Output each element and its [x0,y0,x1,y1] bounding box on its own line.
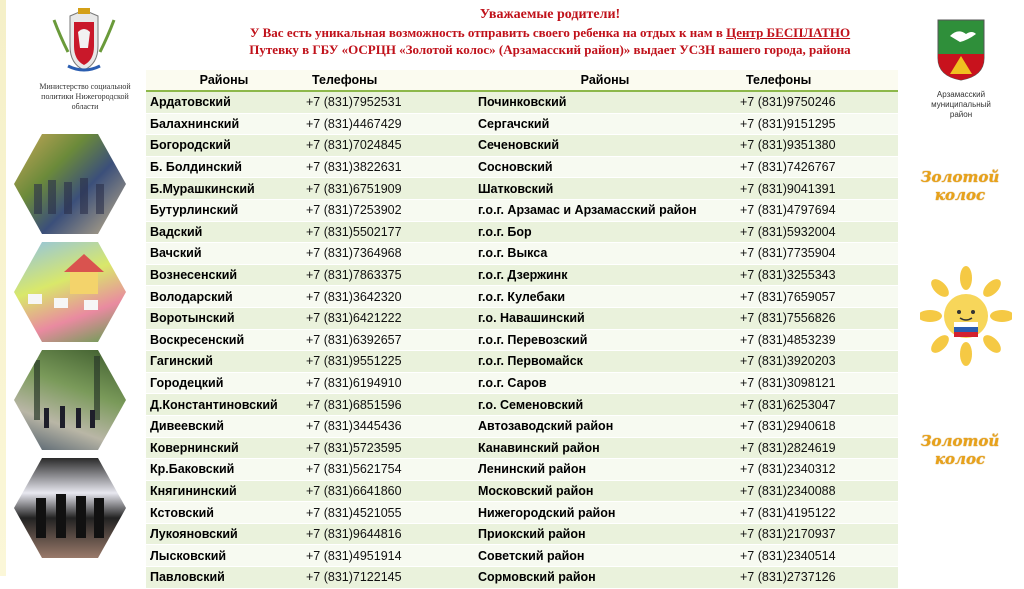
phone-cell[interactable]: +7 (831)7659057 [736,286,898,308]
phone-cell[interactable]: +7 (831)9644816 [302,523,474,545]
table-row [146,545,898,567]
phone-cell[interactable]: +7 (831)6751909 [302,178,474,200]
header-line-1 [150,24,950,41]
phone-cell[interactable]: +7 (831)3255343 [736,264,898,286]
table-row [146,502,898,524]
phone-cell[interactable]: +7 (831)4797694 [736,199,898,221]
phone-cell[interactable]: +7 (831)6253047 [736,394,898,416]
table-row [146,286,898,308]
district-cell: Нижегородский район [474,502,736,524]
phone-cell[interactable]: +7 (831)5502177 [302,221,474,243]
districts-phone-table [146,70,898,589]
phone-cell[interactable]: +7 (831)7735904 [736,243,898,265]
children-group-photo [14,134,126,234]
table-row [146,437,898,459]
phone-cell[interactable]: +7 (831)9351380 [736,135,898,157]
phone-cell[interactable]: +7 (831)3445436 [302,415,474,437]
table-row [146,307,898,329]
table-row [146,415,898,437]
district-cell: Советский район [474,545,736,567]
district-cell: г.о.г. Кулебаки [474,286,736,308]
free-center-link[interactable]: Центр БЕСПЛАТНО [726,25,851,40]
district-cell: Б. Болдинский [146,156,302,178]
phone-cell[interactable]: +7 (831)7253902 [302,199,474,221]
district-cell: Вознесенский [146,264,302,286]
table-row [146,156,898,178]
arzamas-coat-of-arms-icon [936,18,986,82]
district-cell: Б.Мурашкинский [146,178,302,200]
phone-cell[interactable]: +7 (831)7122145 [302,567,474,589]
district-cell: Вачский [146,243,302,265]
phone-cell[interactable]: +7 (831)3098121 [736,372,898,394]
district-cell: Володарский [146,286,302,308]
brand-title-top: Золотой колос [920,168,1000,204]
district-cell: Шатковский [474,178,736,200]
phone-cell[interactable]: +7 (831)2340514 [736,545,898,567]
table-row [146,221,898,243]
phone-cell[interactable]: +7 (831)2940618 [736,415,898,437]
table-row [146,567,898,589]
table-row [146,264,898,286]
phone-cell[interactable]: +7 (831)7556826 [736,307,898,329]
header-line-2: Путевку в ГБУ «ОСРЦН «Золотой колос» (Арзамасский район)» выдает УСЗН вашего города, района [249,42,851,57]
district-cell: Кр.Баковский [146,459,302,481]
phone-cell[interactable]: +7 (831)5723595 [302,437,474,459]
district-cell: Княгининский [146,480,302,502]
district-cell: Кстовский [146,502,302,524]
ministry-emblem-icon [48,6,120,74]
district-cell: Вадский [146,221,302,243]
table-row [146,372,898,394]
district-cell: Починковский [474,91,736,113]
header-line-1-text: У Вас есть уникальная возможность отправить своего ребенка на отдых к нам в [249,25,727,40]
table-header-row [146,70,898,91]
district-cell: Приокский район [474,523,736,545]
phone-cell[interactable]: +7 (831)4951914 [302,545,474,567]
table-row [146,113,898,135]
phone-cell[interactable]: +7 (831)6421222 [302,307,474,329]
district-cell: Бутурлинский [146,199,302,221]
district-cell: Московский район [474,480,736,502]
table-row [146,459,898,481]
phone-cell[interactable]: +7 (831)3642320 [302,286,474,308]
table-row [146,91,898,113]
district-cell: Городецкий [146,372,302,394]
district-cell: г.о.г. Первомайск [474,351,736,373]
phone-cell[interactable]: +7 (831)2340088 [736,480,898,502]
table-row [146,199,898,221]
brand-title-bottom: Золотой колос [920,432,1000,468]
announcement-header [150,6,950,58]
district-cell: Павловский [146,567,302,589]
phone-cell[interactable]: +7 (831)9151295 [736,113,898,135]
district-cell: Канавинский район [474,437,736,459]
outdoor-dance-photo [14,350,126,450]
phone-cell[interactable]: +7 (831)7952531 [302,91,474,113]
district-cell: Лукояновский [146,523,302,545]
phone-cell[interactable]: +7 (831)9551225 [302,351,474,373]
table-row [146,135,898,157]
district-cell: Д.Константиновский [146,394,302,416]
column-header-phones-left: Телефоны [302,70,474,91]
table-row [146,394,898,416]
phone-cell[interactable]: +7 (831)4521055 [302,502,474,524]
phone-cell[interactable]: +7 (831)6641860 [302,480,474,502]
phone-cell[interactable]: +7 (831)9750246 [736,91,898,113]
phone-cell[interactable]: +7 (831)4853239 [736,329,898,351]
children-playground-photo [14,242,126,342]
phone-cell[interactable]: +7 (831)4195122 [736,502,898,524]
district-cell: Балахнинский [146,113,302,135]
phone-cell[interactable]: +7 (831)7364968 [302,243,474,265]
district-cell: г.о.г. Арзамас и Арзамасский район [474,199,736,221]
district-cell: Сергачский [474,113,736,135]
phone-cell[interactable]: +7 (831)7024845 [302,135,474,157]
district-cell: Богородский [146,135,302,157]
phone-cell[interactable]: +7 (831)4467429 [302,113,474,135]
stage-performance-photo [14,458,126,558]
phone-cell[interactable]: +7 (831)2824619 [736,437,898,459]
phone-cell[interactable]: +7 (831)3822631 [302,156,474,178]
phone-cell[interactable]: +7 (831)6851596 [302,394,474,416]
table-row [146,480,898,502]
district-cell: Сормовский район [474,567,736,589]
phone-cell[interactable]: +7 (831)7863375 [302,264,474,286]
column-header-districts-right: Районы [474,70,736,91]
district-cell: Лысковский [146,545,302,567]
arzamas-caption: Арзамасский муниципальный район [931,90,991,119]
district-cell: Воскресенский [146,329,302,351]
table-row [146,178,898,200]
table-row [146,351,898,373]
table-row [146,523,898,545]
phone-cell[interactable]: +7 (831)5932004 [736,221,898,243]
column-header-phones-right: Телефоны [736,70,898,91]
phone-cell[interactable]: +7 (831)2170937 [736,523,898,545]
district-cell: Ковернинский [146,437,302,459]
phone-cell[interactable]: +7 (831)7426767 [736,156,898,178]
table-row [146,329,898,351]
district-cell: г.о. Семеновский [474,394,736,416]
district-cell: г.о.г. Бор [474,221,736,243]
phone-cell[interactable]: +7 (831)5621754 [302,459,474,481]
decorative-left-strip [0,0,6,576]
district-cell: г.о.г. Выкса [474,243,736,265]
district-cell: Дивеевский [146,415,302,437]
phone-cell[interactable]: +7 (831)2340312 [736,459,898,481]
district-cell: г.о.г. Саров [474,372,736,394]
district-cell: г.о.г. Дзержинк [474,264,736,286]
district-cell: Ленинский район [474,459,736,481]
header-greeting: Уважаемые родители! [479,7,621,22]
column-header-districts-left: Районы [146,70,302,91]
district-cell: Сеченовский [474,135,736,157]
district-cell: Ардатовский [146,91,302,113]
district-cell: г.о.г. Перевозский [474,329,736,351]
phone-cell[interactable]: +7 (831)9041391 [736,178,898,200]
phone-cell[interactable]: +7 (831)2737126 [736,567,898,589]
district-cell: Автозаводский район [474,415,736,437]
table-row [146,243,898,265]
golden-ear-mascot-icon [920,266,1012,366]
ministry-caption: Министерство социальной политики Нижегородской области [39,82,131,111]
phone-cell[interactable]: +7 (831)3920203 [736,351,898,373]
phone-cell[interactable]: +7 (831)6194910 [302,372,474,394]
district-cell: г.о. Навашинский [474,307,736,329]
phone-cell[interactable]: +7 (831)6392657 [302,329,474,351]
district-cell: Сосновский [474,156,736,178]
district-cell: Воротынский [146,307,302,329]
district-cell: Гагинский [146,351,302,373]
